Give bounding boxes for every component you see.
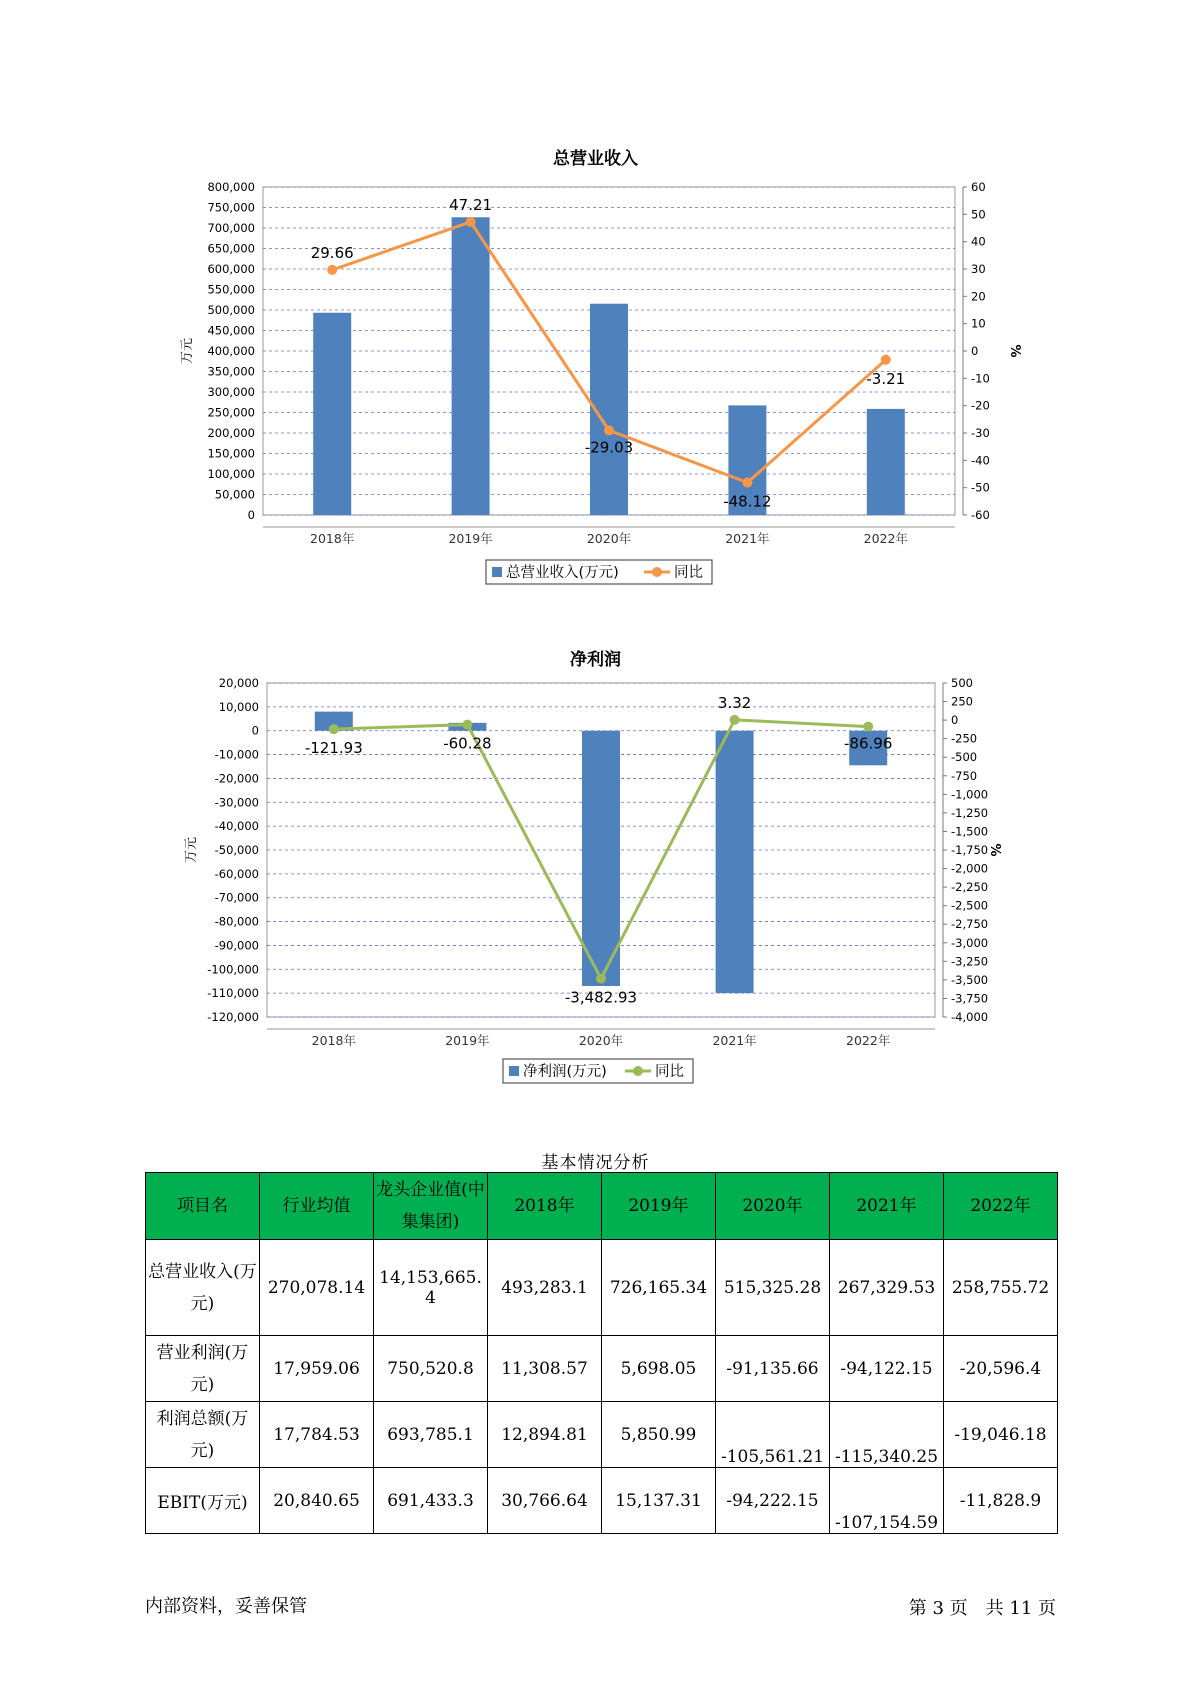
bar	[452, 217, 490, 515]
y-tick-label: 50,000	[214, 487, 255, 502]
bar	[582, 731, 620, 986]
table-cell: -19,046.18	[944, 1402, 1058, 1468]
data-label: 3.32	[717, 693, 752, 712]
row-label: EBIT(万元)	[146, 1468, 260, 1534]
data-label: -29.03	[584, 438, 634, 457]
y2-tick-label: 50	[971, 207, 986, 222]
data-label: -3.21	[866, 369, 906, 388]
confidential-note: 内部资料，妥善保管	[145, 1596, 307, 1617]
yoy-point	[881, 355, 891, 365]
y-tick-label: -100,000	[207, 962, 259, 977]
bar	[313, 313, 351, 515]
y-tick-label: 250,000	[207, 405, 255, 420]
x-tick-label: 2022年	[846, 1033, 891, 1048]
table-cell: 270,078.14	[260, 1240, 374, 1336]
table-row	[146, 1402, 1058, 1468]
y2-tick-label: -3,000	[951, 935, 989, 950]
bar	[716, 731, 754, 993]
row-label: 营业利润(万元)	[146, 1336, 260, 1402]
header-cell: 项目名	[146, 1173, 260, 1240]
y-tick-label: 450,000	[207, 323, 255, 338]
y-tick-label: -70,000	[214, 890, 259, 905]
x-tick-label: 2018年	[310, 531, 355, 546]
y-tick-label: -10,000	[214, 747, 259, 762]
table-cell: 17,959.06	[260, 1336, 374, 1402]
y-tick-label: 550,000	[207, 282, 255, 297]
legend-bar-swatch	[492, 567, 502, 577]
y-tick-label: -20,000	[214, 771, 259, 786]
profit-chart-title: 净利润	[570, 650, 621, 670]
yoy-point	[327, 265, 337, 275]
y-tick-label: 750,000	[207, 200, 255, 215]
y-tick-label: 200,000	[207, 426, 255, 440]
header-cell: 2020年	[716, 1173, 830, 1240]
table-cell: -94,222.15	[716, 1468, 830, 1534]
header-cell: 行业均值	[260, 1173, 374, 1240]
x-tick-label: 2021年	[725, 531, 770, 546]
table-cell: -94,122.15	[830, 1336, 944, 1402]
y2-tick-label: -1,750	[951, 843, 989, 857]
y2-tick-label: 0	[951, 713, 959, 728]
y-tick-label: -110,000	[207, 986, 259, 1001]
x-tick-label: 2018年	[311, 1033, 356, 1048]
table-cell: 12,894.81	[488, 1402, 602, 1468]
header-cell: 2019年	[602, 1173, 716, 1240]
yoy-point	[329, 724, 339, 734]
table-row	[146, 1336, 1058, 1402]
legend-label: 同比	[655, 1064, 684, 1080]
y2-tick-label: -250	[951, 731, 978, 746]
data-label: -121.93	[304, 739, 363, 758]
y-tick-label: 20,000	[218, 676, 259, 690]
table-cell: 5,698.05	[602, 1336, 716, 1402]
table-cell: -107,154.59	[830, 1468, 944, 1534]
table-cell: 5,850.99	[602, 1402, 716, 1468]
yoy-point	[466, 217, 476, 227]
x-tick-label: 2020年	[586, 531, 632, 546]
y-tick-label: -80,000	[214, 914, 259, 929]
y2-tick-label: 10	[971, 316, 986, 331]
data-label: -86.96	[844, 734, 893, 753]
y-tick-label: -40,000	[214, 819, 259, 834]
y2-tick-label: -750	[951, 768, 978, 783]
y2-tick-label: -20	[971, 398, 990, 413]
legend-point-swatch	[633, 1066, 643, 1076]
y-tick-label: -30,000	[214, 795, 259, 810]
y2-tick-label: -3,750	[951, 991, 989, 1006]
y2-tick-label: -1,250	[951, 805, 989, 820]
y-tick-label: -50,000	[214, 843, 259, 857]
y2-tick-label: -50	[971, 480, 990, 495]
y-tick-label: 350,000	[207, 364, 255, 379]
yoy-point	[730, 715, 740, 725]
table-cell: 15,137.31	[602, 1468, 716, 1534]
data-label: -60.28	[443, 734, 492, 753]
row-label: 总营业收入(万元)	[146, 1240, 260, 1336]
y2-tick-label: -60	[971, 508, 990, 522]
yoy-point	[742, 478, 752, 488]
y2-tick-label: -30	[971, 426, 990, 440]
y2-tick-label: -1,000	[951, 787, 989, 802]
table-cell: 515,325.28	[716, 1240, 830, 1336]
table-cell: 30,766.64	[488, 1468, 602, 1534]
y2-tick-label: 0	[971, 344, 979, 358]
profit-chart	[0, 670, 1191, 1120]
data-label: 47.21	[449, 195, 493, 214]
table-cell: -11,828.9	[944, 1468, 1058, 1534]
legend-label: 总营业收入(万元)	[506, 565, 619, 581]
table-cell: 693,785.1	[374, 1402, 488, 1468]
table-caption: 基本情况分析	[541, 1153, 650, 1173]
x-tick-label: 2019年	[445, 1033, 490, 1048]
y-tick-label: -60,000	[214, 866, 259, 881]
legend-label: 同比	[674, 565, 703, 581]
y2-tick-label: -2,750	[951, 917, 989, 932]
y-tick-label: 0	[251, 723, 259, 738]
y2-tick-label: -10	[971, 371, 990, 386]
y2-tick-label: -2,250	[951, 880, 989, 895]
data-label: -48.12	[723, 492, 772, 511]
data-label: 29.66	[310, 243, 354, 262]
yoy-point	[863, 722, 873, 732]
table-row	[146, 1468, 1058, 1534]
y-tick-label: 600,000	[207, 262, 255, 276]
y2-tick-label: 20	[971, 289, 986, 304]
table-cell: 267,329.53	[830, 1240, 944, 1336]
table-cell: 258,755.72	[944, 1240, 1058, 1336]
table-cell: -105,561.21	[716, 1402, 830, 1468]
y2-tick-label: -2,000	[951, 861, 989, 876]
row-label: 利润总额(万元)	[146, 1402, 260, 1468]
page-number: 第 3 页 共 11 页	[908, 1598, 1056, 1619]
table-cell: 11,308.57	[488, 1336, 602, 1402]
y2-tick-label: 60	[971, 180, 986, 194]
table-cell: 20,840.65	[260, 1468, 374, 1534]
bar	[867, 409, 905, 515]
basic-analysis-table	[145, 1172, 1058, 1534]
y2-axis-title: %	[1007, 344, 1022, 358]
y2-tick-label: 40	[971, 234, 986, 249]
y-tick-label: 300,000	[207, 385, 255, 399]
x-tick-label: 2021年	[712, 1033, 757, 1048]
y-tick-label: 10,000	[218, 699, 259, 714]
y2-tick-label: -3,500	[951, 972, 989, 987]
header-cell: 2018年	[488, 1173, 602, 1240]
table-cell: 493,283.1	[488, 1240, 602, 1336]
y-tick-label: 0	[247, 508, 255, 522]
revenue-chart-title: 总营业收入	[553, 149, 638, 169]
header-cell: 2022年	[944, 1173, 1058, 1240]
y2-axis-title: %	[987, 843, 1002, 857]
y-tick-label: 150,000	[207, 446, 255, 461]
y2-tick-label: -3,250	[951, 954, 989, 969]
header-cell: 龙头企业值(中集集团)	[374, 1173, 488, 1240]
y2-tick-label: -40	[971, 453, 990, 468]
table-row	[146, 1240, 1058, 1336]
header-cell: 2021年	[830, 1173, 944, 1240]
table-cell: 14,153,665.4	[374, 1240, 488, 1336]
table-cell: 17,784.53	[260, 1402, 374, 1468]
y-tick-label: 100,000	[207, 467, 255, 481]
y-tick-label: -120,000	[207, 1010, 259, 1024]
x-tick-label: 2020年	[578, 1033, 624, 1048]
x-tick-label: 2022年	[863, 531, 908, 546]
yoy-point	[596, 974, 606, 984]
y-tick-label: 800,000	[207, 180, 255, 194]
table-cell: -115,340.25	[830, 1402, 944, 1468]
table-cell: 726,165.34	[602, 1240, 716, 1336]
revenue-chart	[0, 170, 1191, 620]
y-axis-title: 万元	[180, 337, 195, 365]
y2-tick-label: 250	[951, 694, 973, 709]
y-tick-label: 500,000	[207, 303, 255, 317]
y-tick-label: 400,000	[207, 344, 255, 358]
y2-tick-label: -1,500	[951, 824, 989, 839]
y2-tick-label: 500	[951, 676, 973, 690]
table-header-row	[146, 1173, 1058, 1240]
legend-point-swatch	[652, 567, 662, 577]
table-cell: 750,520.8	[374, 1336, 488, 1402]
y2-tick-label: -2,500	[951, 898, 989, 913]
y2-tick-label: -500	[951, 750, 978, 765]
yoy-point	[462, 720, 472, 730]
y-tick-label: -90,000	[214, 938, 259, 953]
y2-tick-label: -4,000	[951, 1010, 989, 1024]
y-tick-label: 650,000	[207, 241, 255, 256]
y-tick-label: 700,000	[207, 221, 255, 235]
x-tick-label: 2019年	[448, 531, 493, 546]
yoy-point	[604, 425, 614, 435]
data-label: -3,482.93	[564, 988, 638, 1007]
legend-bar-swatch	[509, 1066, 519, 1076]
y-axis-title: 万元	[184, 836, 199, 864]
table-cell: -91,135.66	[716, 1336, 830, 1402]
legend-label: 净利润(万元)	[523, 1064, 607, 1080]
table-cell: 691,433.3	[374, 1468, 488, 1534]
table-cell: -20,596.4	[944, 1336, 1058, 1402]
y2-tick-label: 30	[971, 262, 986, 276]
